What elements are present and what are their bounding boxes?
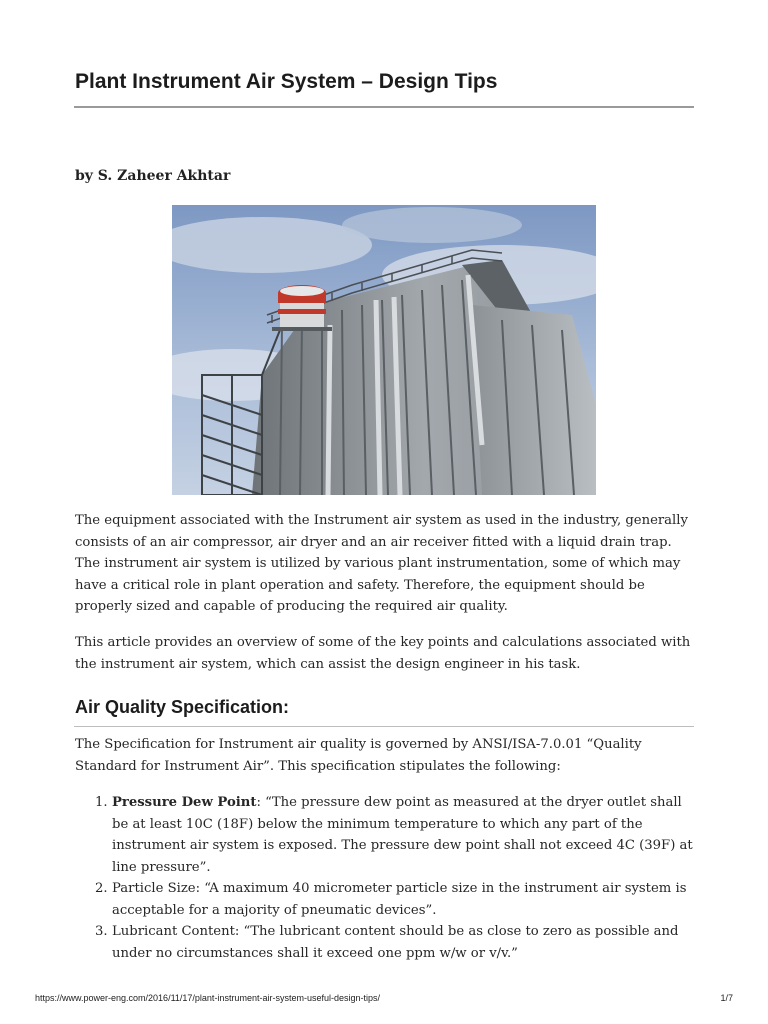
intro-paragraph-2: This article provides an overview of some of the key points and calculations associated with the instrument air system, which can assist the design engineer in his task. (75, 635, 691, 672)
list-item-number: 2. (95, 881, 108, 896)
list-item-separator: : (256, 795, 266, 810)
list-item (75, 921, 695, 964)
list-item-text: Lubricant Content: “The lubricant content should be as close to zero as possible and under no circumstances shall it exceed one ppm w/w or v/v.” (112, 924, 679, 961)
footer-url-link[interactable]: https://www.power-eng.com/2016/11/17/plant-instrument-air-system-useful-design-tips/ (35, 993, 380, 1003)
hero-image (172, 205, 596, 495)
list-item-number: 3. (95, 924, 108, 939)
list-item (75, 878, 695, 921)
list-item-text: Particle Size: “A maximum 40 micrometer particle size in the instrument air system is acceptable for a majority of pneumatic devices”. (112, 881, 687, 918)
author-byline: by S. Zaheer Akhtar (75, 168, 231, 184)
list-item-text: “The pressure dew point as measured at the dryer outlet shall be at least 10C (18F) below the minimum temperature to which any part of the instrument air system is exposed. The pressure dew point shall not exceed 4C (39F) at line pressure”. (112, 795, 693, 875)
page-footer (35, 993, 733, 1003)
page-title: Plant Instrument Air System – Design Tips (75, 70, 498, 93)
section-heading: Air Quality Specification: (75, 697, 290, 717)
page-number: 1/7 (720, 993, 733, 1003)
spec-list (75, 792, 695, 964)
section-divider (74, 726, 694, 727)
title-divider (74, 106, 694, 108)
exhaust-stack-icon (272, 285, 332, 331)
list-item-number: 1. (95, 795, 108, 810)
section-paragraph: The Specification for Instrument air quality is governed by ANSI/ISA-7.0.01 “Quality Standard for Instrument Air”. This specification stipulates the following: (75, 737, 642, 774)
intro-paragraph-1: The equipment associated with the Instrument air system as used in the industry, generally consists of an air compressor, air dryer and an air receiver fitted with a liquid drain trap. The instrument air system is utilized by various plant instrumentation, some of which may have a critical role in plant operation and safety. Therefore, the equipment should be properly sized and capable of producing the required air quality. (75, 513, 688, 614)
plant-photo-illustration (172, 205, 596, 495)
list-item-term: Pressure Dew Point (112, 795, 257, 810)
list-item (75, 792, 695, 878)
